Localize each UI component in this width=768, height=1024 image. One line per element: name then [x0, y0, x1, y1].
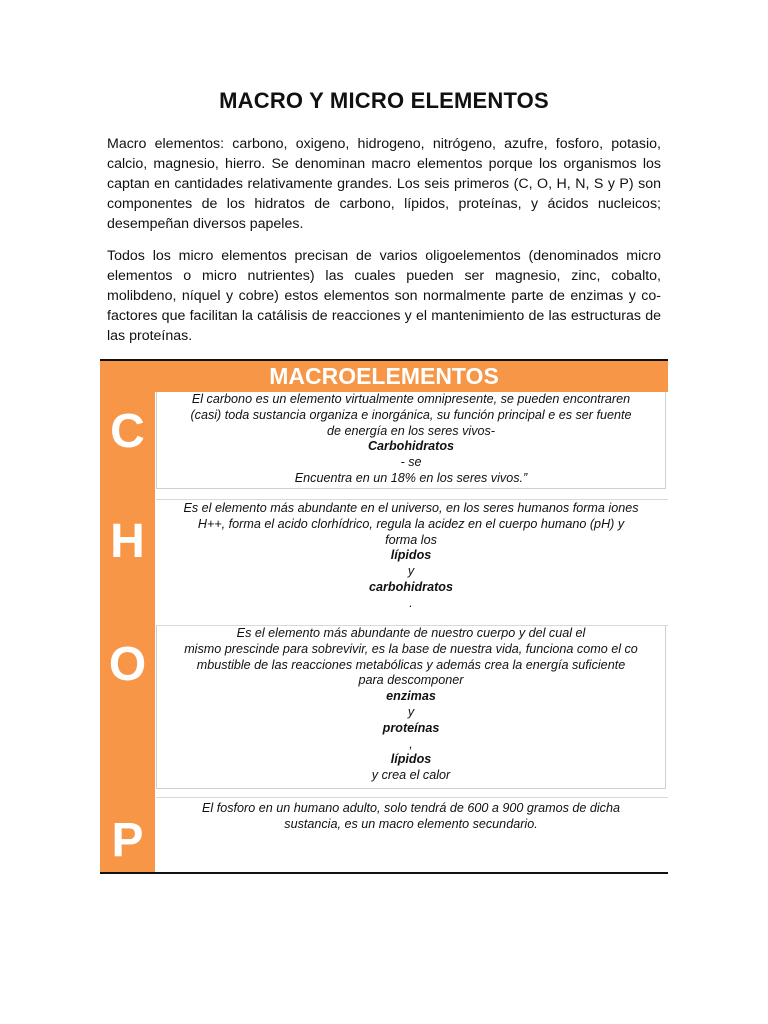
row-carbon-tail: Encuentra en un 18% en los seres vivos.” — [294, 470, 528, 485]
row-phosphorus-line: El fosforo en un humano adulto, solo tendrá de 600 a 900 gramos de dicha — [202, 801, 620, 815]
row-oxygen-bold: enzimas — [386, 689, 436, 704]
letter-p: P — [111, 814, 144, 867]
row-separator — [156, 797, 668, 798]
row-hydrogen-line: H++, forma el acido clorhídrico, regula la acidez en el cuerpo humano (pH) y — [197, 516, 625, 531]
row-carbon-line: El carbono es un elemento virtualmente omnipresente, se pueden encontraren — [191, 392, 631, 406]
row-carbon-line: (casi) toda sustancia organiza e inorgánica, su función principal e es ser fuente — [190, 407, 632, 422]
row-phosphorus-line: sustancia, es un macro elemento secundario. — [284, 816, 538, 831]
row-oxygen-mid: y — [407, 704, 415, 719]
row-oxygen-line: para descomponer — [358, 673, 464, 688]
macroelements-table — [100, 359, 668, 874]
letter-o: O — [108, 638, 147, 691]
row-hydrogen-bold: lípidos — [390, 548, 432, 563]
row-carbon-tail: - se — [400, 455, 422, 470]
row-hydrogen-line: Es el elemento más abundante en el universo, en los seres humanos forma iones — [183, 501, 639, 515]
row-hydrogen-tail: . — [409, 595, 413, 610]
row-oxygen-line: mismo prescinde para sobrevivir, es la base de nuestra vida, funciona como el co — [184, 641, 638, 656]
row-oxygen-line: mbustible de las reacciones metabólicas y además crea la energía suficiente — [196, 657, 626, 672]
row-carbon-line: de energía en los seres vivos- — [326, 423, 495, 438]
letters-column — [100, 392, 155, 872]
table-header: MACROELEMENTOS — [100, 361, 668, 392]
row-carbon-bold: Carbohidratos — [367, 439, 455, 454]
row-oxygen-mid: , — [409, 736, 413, 751]
row-phosphorus — [156, 801, 666, 871]
row-separator — [156, 499, 668, 500]
table-bottom-rule — [100, 872, 668, 874]
row-hydrogen — [156, 501, 666, 625]
row-carbon — [156, 392, 666, 489]
letter-h: H — [110, 515, 145, 568]
row-oxygen-bold: proteínas — [382, 720, 440, 735]
paragraph-macro: Macro elementos: carbono, oxigeno, hidrogeno, nitrógeno, azufre, fosforo, potasio, calcio, magnesio, hierro. Se denominan macro elementos porque los organismos los captan en cantidades relativamente grandes. Los seis primeros (C, O, H, N, S y P) son componentes de los hidratos de carbono, lípidos, proteínas, y ácidos nucleicos; desempeñan diversos papeles. — [107, 136, 661, 232]
row-hydrogen-mid: y — [407, 564, 415, 579]
row-oxygen — [156, 626, 666, 789]
row-oxygen-bold: lípidos — [390, 752, 432, 767]
row-oxygen-tail: y crea el calor — [371, 768, 451, 783]
row-hydrogen-line: forma los — [385, 532, 437, 547]
row-hydrogen-bold: carbohidratos — [369, 579, 453, 594]
paragraph-micro: Todos los micro elementos precisan de varios oligoelementos (denominados micro elementos o micro nutrientes) las cuales pueden ser magnesio, zinc, cobalto, molibdeno, níquel y cobre) estos elementos son normalmente parte de enzimas y co-factores que facilitan la catálisis de reacciones y el mantenimiento de las estructuras de las proteínas. — [107, 248, 661, 344]
letter-c: C — [110, 405, 145, 458]
row-oxygen-line: Es el elemento más abundante de nuestro cuerpo y del cual el — [236, 626, 586, 640]
page-title: MACRO Y MICRO ELEMENTOS — [219, 88, 549, 113]
